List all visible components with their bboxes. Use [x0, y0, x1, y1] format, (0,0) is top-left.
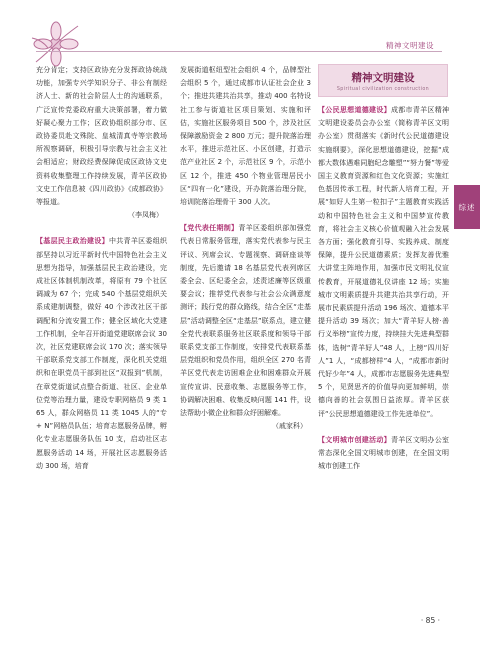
article-heading: 【公民思想道德建设】 — [318, 106, 391, 114]
article-heading: 【党代表任期制】 — [180, 224, 239, 233]
section-title-box — [318, 64, 448, 97]
article-heading: 【基层民主政治建设】 — [36, 237, 109, 246]
article-body: 中共青羊区委组织部坚持以习近平新时代中国特色社会主义思想为指导，加强基层民主政治建设，完成社区体制机制改革，将原有 79 个社区调减为 67 个；完成 540 个基层党组织关系成建制调整，做好 40 个涉改社区干部调配和分流安置工作；健全区域化大党建工作机制，全年召开街道党建联席会议 30 次，社区党建联席会议 170 次；落实领导干部联系党支部工作制度，深化机关党组织和在职党员干部到社区“双报到”机制，在章党街道试点整合街道、社区、企业单位党等治理力量，建设专职网格员 9 类 165 人，群众网格员 11 类 1045 人的“专 + N”网格员队伍；培育志愿服务品牌，孵化专业志愿服务队伍 10 支，启动社区志愿服务活动 14 场，开展社区志愿服务活动 300 场，培育 — [36, 237, 168, 470]
running-header: 精神文明建设 — [386, 41, 434, 50]
floral-ornament-icon — [28, 18, 84, 70]
paragraph-gap — [36, 222, 167, 235]
article-body: 青羊区委组织部加强党代表日常服务管理，落实党代表参与民主评议、列席会议、专题视察、调研座谈等制度，先后邀请 18 名基层党代表列席区委全会、区纪委全会，述责述廉等区级重要会议；推荐党代表参与社会公众满意度测评；践行党的群众路线，结合全区“走基层”活动调整全区“走基层”联系点，建立健全党代表联系服务社区联系度和领导干部联系党支部工作制度，安排党代表联系基层党组织和党员作用，组织全区 270 名青羊区党代表走访困难企业和困难群众开展宣传宣讲、民意收集、志愿服务等工作，协调解决困难、收集反映问题 141 件，设法帮助小微企业和群众纾困解难。 — [180, 224, 312, 418]
author-signature: （戚家科） — [272, 422, 307, 431]
column-3 — [318, 104, 449, 473]
author-signature: （李凤梅） — [128, 211, 163, 220]
side-tab: 综述 — [454, 185, 480, 229]
article-body: 成都市青羊区精神文明建设委员会办公室（简称青羊区文明办公室）贯彻落实《新时代公民道德建设实施纲要》，深化思想道德建设，挖掘“成都大数体遇难同胞纪念雕塑”“努力餐”等爱国主义教育资源和红色文化资源；实施红色基因传承工程，时代新人培育工程，开展“如好人生第一粒扣子”主题教育实践活动和中国特色社会主义和中国梦宣传教育，将社会主义核心价值观融入社会发展各方面；强化教育引导、实践养成、制度保障，提升公民道德素质；发挥友善优雅大讲堂主阵地作用，加强市民文明礼仪宣传教育，开展道德礼仪讲座 12 场；实施城市文明素质提升共建共治共享行动，开展市民素质提升活动 196 场次、道德本平提升活动 39 场次；加大“青羊好人榜·善行义举榜”宣传力度，持续挂大先进典型群体，选树“青羊好人”48 人，上榜“四川好人”1 人，“成都榜样”4 人，“成都市新时代好少年”4 人，成都市志愿服务先进典型 5 个，见贤思齐的价值导向更加鲜明，崇德向善的社会氛围日益浓厚。青羊区获评“公民思想道德建设工作先进单位”。 — [318, 106, 450, 418]
article-paragraph-grassroots — [36, 235, 167, 473]
article-body: 青羊区文明办公室常态深化全国文明城市创建，在全国文明城市创建工作 — [318, 435, 450, 471]
article-paragraph-public-ideology — [318, 104, 449, 421]
article-paragraph: 发展街道枢纽型社会组织 4 个，品牌型社会组织 5 个，通过成都市认证社会企业 3 个；推进共建共治共享，推动 400 名特设社工参与街道社区项目策划、实施和评估，实施社区服务项目 500 个，涉及社区保障激励资金 2 800 万元；提升院落治理水平，推进示范社区、小区创建，打造示范产业社区 2 个，示范社区 9 个，示范小区 12 个，推进 450 个物业管理居民小区“四有一化”建设，开办院落治理分院，培训院落治理骨干 300 人次。 — [180, 66, 311, 207]
article-heading: 【文明城市创建活动】 — [318, 435, 391, 444]
paragraph-gap — [318, 421, 449, 434]
paragraph-gap — [180, 209, 311, 222]
column-2 — [180, 64, 311, 433]
column-1 — [36, 64, 167, 473]
page-number: · 85 · — [420, 616, 440, 625]
article-paragraph: 充分肯定；支持区政协充分发挥政协统战功能，加强专兴学知识分子、非公有制经济人士、新的社会阶层人士的沟通联系，广泛宣传党委政府重大决策部署，着力做好凝心聚力工作；区政协组织部分市、区政协委员赴文殊院、皇城清真寺等宗教场所视察调研，积极引导宗教与社会主义社会相适应；财政经费保障促成区政协文史资料收集整理工作持续发展，青羊区政协文史工作信息被《四川政协》《成都政协》等报道。 — [36, 66, 167, 207]
section-title: 精神文明建设 — [351, 71, 415, 84]
article-paragraph-party-duty — [180, 222, 311, 420]
header-rule — [36, 51, 442, 52]
section-subtitle: Spiritual civilization construction — [336, 86, 430, 92]
article-paragraph-civilized-city — [318, 434, 449, 474]
